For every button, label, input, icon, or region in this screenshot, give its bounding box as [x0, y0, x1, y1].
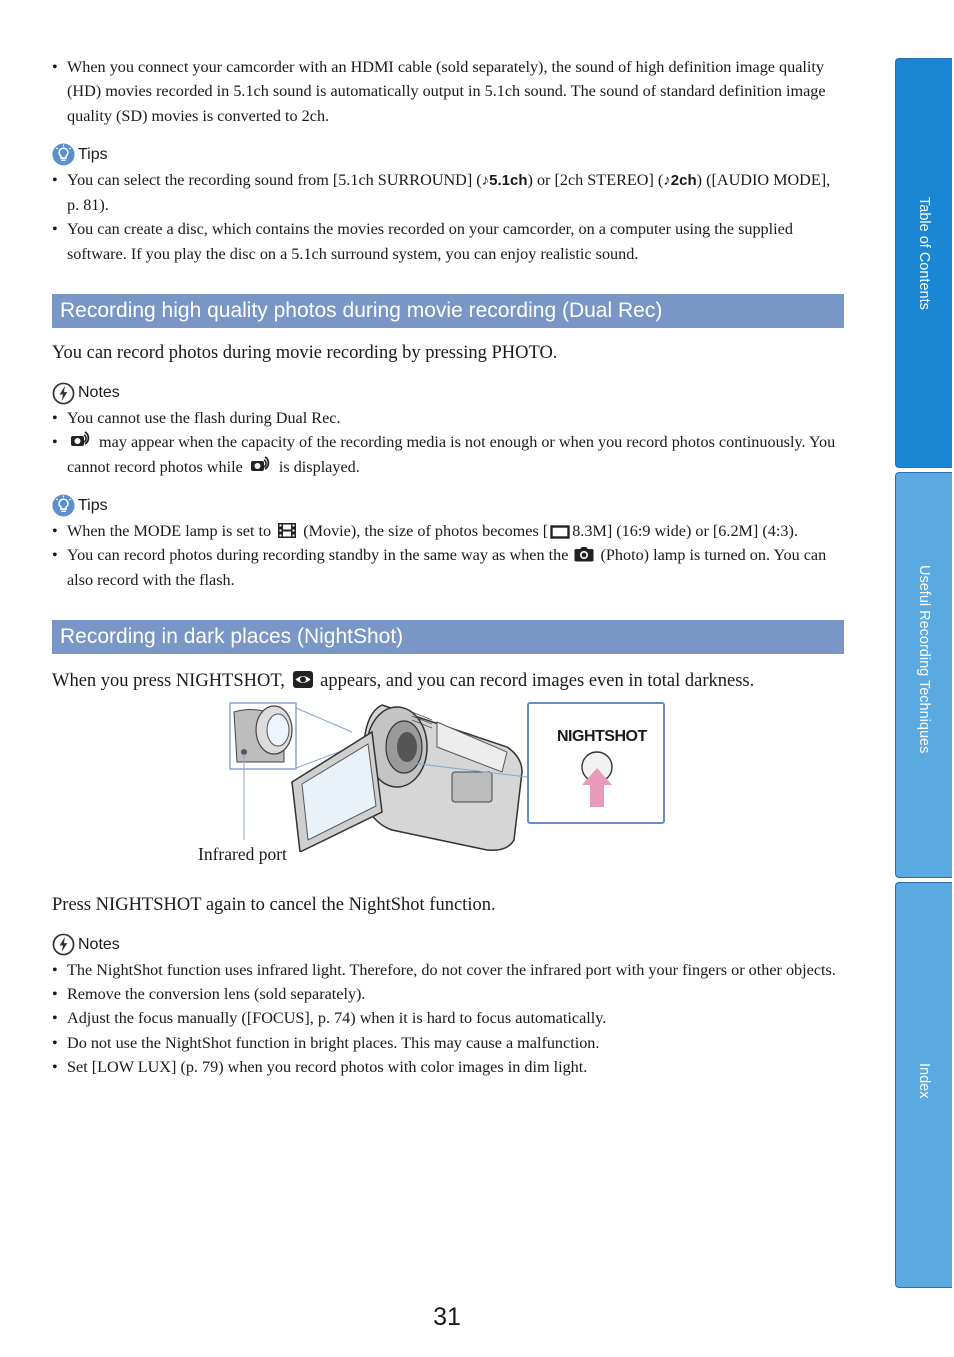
dual-rec-intro: You can record photos during movie recording by pressing PHOTO. [52, 343, 558, 364]
section-header-nightshot: Recording in dark places (NightShot) [52, 620, 844, 654]
audio-2ch-icon: ♪2ch [663, 171, 697, 189]
list-item: • You can record photos during recording standby in the same way as when the (Photo) lamp is turned on. You can also record with the flash. [52, 543, 844, 592]
tab-label: Useful Recording Techniques [916, 565, 932, 754]
notes-warning-icon [52, 382, 75, 405]
nightshot-callout [527, 702, 665, 824]
dual-rec-limit-icon [249, 455, 273, 475]
tips-bulb-icon [52, 494, 75, 517]
list-item: • may appear when the capacity of the recording media is not enough or when you record photos continuously. You cannot record photos while is displayed. [52, 430, 844, 479]
notes-label: Notes [78, 384, 120, 402]
list-item: • You can select the recording sound from [5.1ch SURROUND] (♪5.1ch) or [2ch STEREO] (♪2ch) ([AUDIO MODE], p. 81). [52, 168, 844, 218]
list-item: • Remove the conversion lens (sold separately). [52, 982, 844, 1006]
nightshot-cancel-text: Press NIGHTSHOT again to cancel the NightShot function. [52, 894, 496, 915]
tips-bulb-icon [52, 143, 75, 166]
wide-image-size-icon [550, 525, 570, 539]
tips-heading [52, 144, 844, 166]
notes-list [52, 958, 844, 1079]
list-item: • Adjust the focus manually ([FOCUS], p. 74) when it is hard to focus automatically. [52, 1006, 844, 1030]
list-item: • You can create a disc, which contains the movies recorded on your camcorder, on a computer using the supplied software. If you play the disc on a 5.1ch surround system, you can enjoy realistic sound. [52, 217, 844, 266]
audio-5-1ch-icon: ♪5.1ch [481, 171, 528, 189]
tips-label: Tips [78, 145, 108, 163]
tab-index[interactable] [895, 882, 952, 1288]
tips-list [52, 519, 844, 592]
section-header-dual-rec: Recording high quality photos during movie recording (Dual Rec) [52, 294, 844, 328]
tab-label: Table of Contents [916, 197, 932, 310]
tab-table-of-contents[interactable] [895, 58, 952, 468]
nightshot-button-label: NIGHTSHOT [557, 727, 647, 745]
nightshot-button-diagram [529, 704, 663, 822]
camcorder-illustration [52, 702, 844, 892]
tips-list [52, 168, 844, 266]
infrared-port-caption: Infrared port [198, 843, 287, 864]
notes-warning-icon [52, 933, 75, 956]
tips-label: Tips [78, 496, 108, 514]
list-item: • Do not use the NightShot function in bright places. This may cause a malfunction. [52, 1031, 844, 1055]
photo-camera-icon [574, 546, 594, 563]
movie-mode-icon [277, 522, 297, 539]
list-item: • Set [LOW LUX] (p. 79) when you record photos with color images in dim light. [52, 1055, 844, 1079]
tab-label: Index [916, 1063, 932, 1099]
notes-heading [52, 934, 844, 956]
camcorder-drawing [52, 702, 532, 852]
intro-list [52, 55, 844, 128]
notes-list [52, 406, 844, 479]
page-number: 31 [433, 1303, 461, 1331]
tab-useful-recording-techniques[interactable] [895, 472, 952, 878]
nightshot-intro: When you press NIGHTSHOT, appears, and you can record images even in total darkness. [52, 670, 755, 691]
tips-heading [52, 495, 844, 517]
nightshot-eye-icon [292, 670, 314, 689]
dual-rec-limit-icon [69, 430, 93, 450]
notes-heading [52, 382, 844, 404]
list-item: • You cannot use the flash during Dual Rec. [52, 406, 844, 430]
list-item: • When you connect your camcorder with an HDMI cable (sold separately), the sound of high definition image quality (HD) movies recorded in 5.1ch sound is automatically output in 5.1ch sound. The sound of standard definition image quality (SD) movies is converted to 2ch. [52, 55, 844, 128]
notes-label: Notes [78, 935, 120, 953]
list-item: • The NightShot function uses infrared light. Therefore, do not cover the infrared port with your fingers or other objects. [52, 958, 844, 982]
list-item: • When the MODE lamp is set to (Movie), the size of photos becomes [ 8.3M] (16:9 wide) or [6.2M] (4:3). [52, 519, 844, 543]
page-content [52, 55, 844, 1079]
